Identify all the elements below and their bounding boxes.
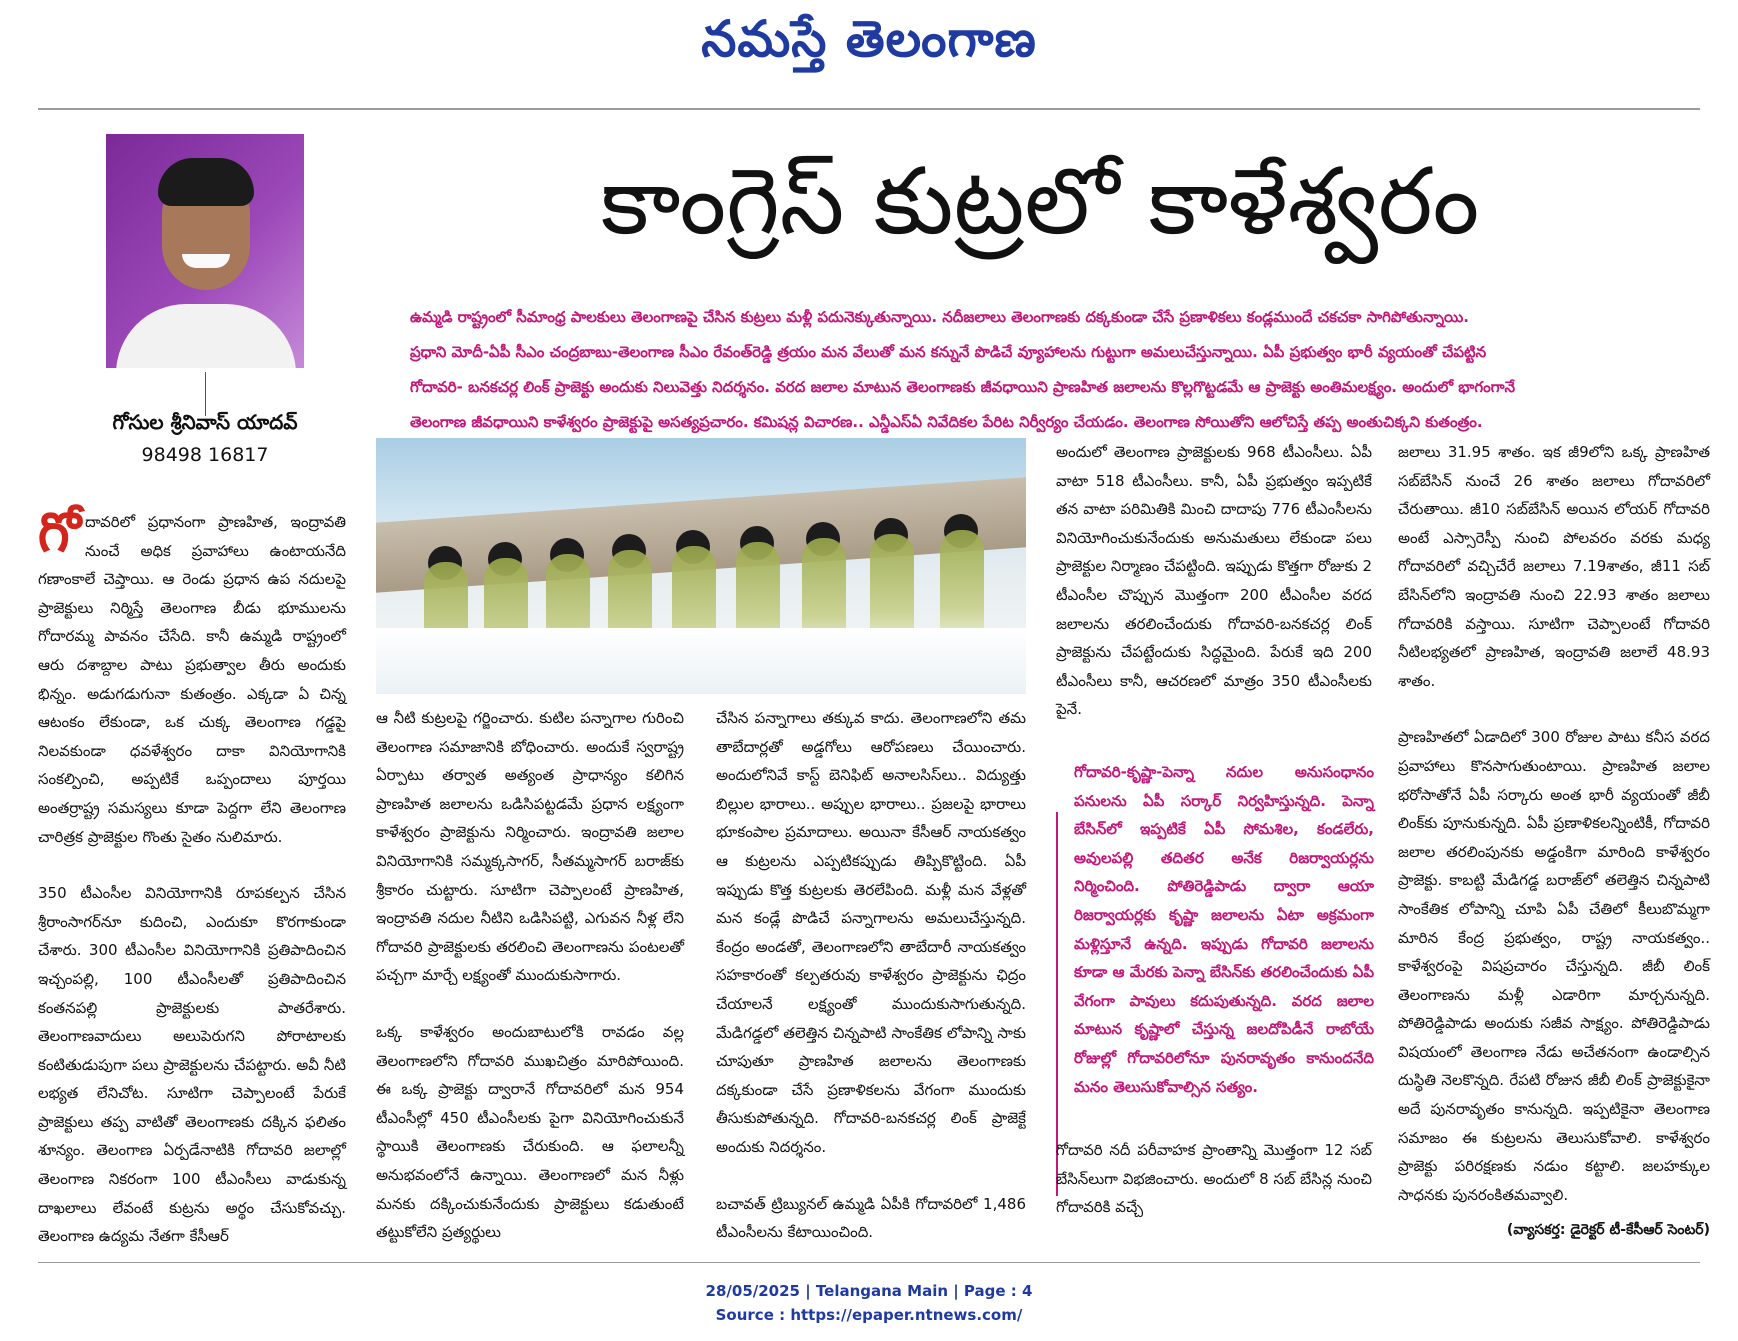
footer-source-link[interactable]: Source : https://epaper.ntnews.com/ — [715, 1306, 1023, 1324]
masthead-logo: నమస్తే తెలంగాణ — [701, 10, 1037, 68]
highlight-box: గోదావరి-కృష్ణా-పెన్నా నదుల అనుసంధానం పనులను ఏపీ సర్కార్ నిర్వహిస్తున్నది. పెన్నా బేసిన్‌లో ఇప్పటికే ఏపీ సోమశిల, కండలేరు, అవులపల్లి తదితర అనేక రిజర్వాయర్లను నిర్మించింది. పోతిరెడ్డిపాడు ద్వారా ఆయా రిజర్వాయర్లకు కృష్ణా జలాలను ఏటా అక్రమంగా మళ్లిస్తూనే ఉన్నది. ఇప్పుడు గోదావరి జలాలను కూడా ఆ మేరకు పెన్నా బేసిన్‌కు తరలించేందుకు ఏపీ వేగంగా పావులు కదుపుతున్నది. వరద జలాల మాటున కృష్ణాలో చేస్తున్న జలదోపిడీనే రాబోయే రోజుల్లో గోదావరిలోనూ పునరావృతం కానుందనేది మనం తెలుసుకోవాల్సిన సత్యం. — [1074, 763, 1374, 1096]
water-spray — [376, 628, 1026, 694]
column-4-paragraph-2: గోదావరి నదీ పరీవాహక ప్రాంతాన్ని మొత్తంగా 12 సబ్ బేసిన్‌లుగా విభజించారు. అందులో 8 సబ్ బేసిన్ల నుంచి గోదావరికి వచ్చే — [1056, 1141, 1372, 1217]
column-4-lower — [1056, 1136, 1372, 1222]
column-5-paragraph-1: జలాలు 31.95 శాతం. ఇక జీ9లోని ఒక్క ప్రాణహిత సబ్‌బేసిన్ నుంచే 26 శాతం జలాలు గోదావరిలో చేరుతాయి. జీ10 సబ్‌బేసిన్ అయిన లోయర్ గోదావరి అంటే ఎస్సారెస్పీ నుంచి పోలవరం వరకు మధ్య గోదావరిలో వచ్చిచేరే జలాలు 7.19శాతం, జీ11 సబ్ బేసిన్‌లోని ఇంద్రావతి నుంచి 22.93 శాతం జలాలు గోదావరికి వస్తాయి. సూటిగా చెప్పాలంటే గోదావరి నీటిలభ్యతలో ప్రాణహిత, ఇంద్రావతి జలాలే 48.93 శాతం. — [1398, 443, 1710, 690]
column-4 — [1056, 438, 1372, 724]
masthead-divider — [38, 108, 1700, 110]
column-4-paragraph-1: అందులో తెలంగాణ ప్రాజెక్టులకు 968 టీఎంసీలు. ఏపీ వాటా 518 టీఎంసీలు. కానీ, ఏపీ ప్రభుత్వం ఇప్పటికే తన వాటా పరిమితికి మించి దాదాపు 776 టీఎంసీలను వినియోగించుకునేందుకు అనుమతులు లేకుండా పలు ప్రాజెక్టుల నిర్మాణం చేపట్టింది. ఇప్పుడు కొత్తగా రోజుకు 2 టీఎంసీల చొప్పున మొత్తంగా 200 టీఎంసీల వరద జలాలను తరలించేందుకు గోదావరి-బనకచర్ల లింక్ ప్రాజెక్టును చేపట్టేందుకు సిద్ధమైంది. పేరుకే ఇది 200 టీఎంసీలు కానీ, ఆచరణలో మాత్రం 350 టీఎంసీలకు పైనే. — [1056, 443, 1373, 719]
column-3 — [716, 704, 1026, 1247]
column-1-paragraph-2: 350 టీఎంసీల వినియోగానికి రూపకల్పన చేసిన శ్రీరాంసాగర్‌నూ కుదించి, ఎందుకూ కొరగాకుండా చేశారు. 300 టీఎంసీల వినియోగానికి ప్రతిపాదించిన ఇచ్చంపల్లి, 100 టీఎంసీలతో ప్రతిపాదించిన కంతనపల్లి ప్రాజెక్టులకు పాతరేశారు. తెలంగాణవాదులు అలుపెరుగని పోరాటాలకు కంటితుడుపుగా పలు ప్రాజెక్టులను చేపట్టారు. అవీ నీటి లభ్యత లేనిచోట. సూటిగా చెప్పాలంటే పేరుకే ప్రాజెక్టులు తప్ప వాటితో తెలంగాణకు దక్కిన ఫలితం శూన్యం. తెలంగాణ ఏర్పడేనాటికి గోదావరి జలాల్లో తెలంగాణ నికరంగా 100 టీఎంసీలు వాడుకున్న దాఖలాలు లేవంటే కుట్రను అర్థం చేసుకోవచ్చు. తెలంగాణ ఉద్యమ నేతగా కేసీఆర్ — [38, 884, 346, 1246]
author-credit: (వ్యాసకర్త: డైరెక్టర్ టీ-కేసీఆర్ సెంటర్) — [1506, 1222, 1710, 1238]
column-1-paragraph-1 — [38, 501, 346, 851]
author-name: గోసుల శ్రీనివాస్ యాదవ్ — [112, 410, 298, 434]
photo-smile — [182, 254, 230, 268]
footer-edition-info: 28/05/2025 | Telangana Main | Page : 4 — [705, 1282, 1033, 1300]
column-3-paragraph-2: బచావత్ ట్రిబ్యునల్ ఉమ్మడి ఏపీకి గోదావరిలో 1,486 టీఎంసీలను కేటాయించింది. — [716, 1194, 1026, 1242]
photo-hair — [158, 158, 254, 206]
author-photo — [106, 134, 304, 368]
column-1 — [38, 501, 346, 1251]
dropcap: గో — [38, 501, 81, 564]
deck-line: ఉమ్మడి రాష్ట్రంలో సీమాంధ్ర పాలకులు తెలంగాణపై చేసిన కుట్రలు మళ్లీ పదునెక్కుతున్నాయి. నదీజలాలు తెలంగాణకు దక్కకుండా చేసే ప్రణాళికలు కండ్లముందే చకచకా సాగిపోతున్నాయి. — [410, 308, 1470, 326]
deck-line: గోదావరి- బనకచర్ల లింక్ ప్రాజెక్టు అందుకు నిలువెత్తు నిదర్శనం. వరద జలాల మాటున తెలంగాణకు జీవధాయిని ప్రాణహిత జలాలను కొల్లగొట్టడమే ఆ ప్రాజెక్టు అంతిమలక్ష్యం. అందులో భాగంగానే — [410, 378, 1516, 396]
deck-line: తెలంగాణ జీవధాయిని కాళేశ్వరం ప్రాజెక్టుపై అసత్యప్రచారం. కమిషన్ల విచారణ.. ఎన్డీఎస్‌ఏ నివేదికల పేరిట నిర్వీర్యం చేయడం. తెలంగాణ సోయితోని ఆలోచిస్తే తప్ప అంతుచిక్కని కుతంత్రం. — [410, 413, 1483, 431]
footer-divider — [38, 1262, 1700, 1263]
column-3-paragraph-1: చేసిన పన్నాగాలు తక్కువ కాదు. తెలంగాణలోని తమ తాబేదార్లతో అడ్డగోలు ఆరోపణలు చేయించారు. అందులోనివే కాస్ట్ బెనిఫిట్ అనాలసిస్‌లు.. విద్యుత్తు బిల్లుల భారాలు.. అప్పుల భారాలు.. ప్రజలపై భారాలు భూకంపాల ప్రమాదాలు. అయినా కేసీఆర్ నాయకత్వం ఆ కుట్రలను ఎప్పటికప్పుడు తిప్పికొట్టింది. ఏపీ ఇప్పుడు కొత్త కుట్రలకు తెరలేపింది. మళ్లీ మన వేళ్లతో మన కండ్లే పొడిచే పన్నాగాలను అమలుచేస్తున్నది. కేంద్రం అండతో, తెలంగాణలోని తాబేదారీ నాయకత్వం సహకారంతో కల్పతరువు కాళేశ్వరం ప్రాజెక్టును ఛిద్రం చేయాలనే లక్ష్యంతో ముందుకుసాగుతున్నది. మేడిగడ్డలో తలెత్తిన చిన్నపాటి సాంకేతిక లోపాన్ని సాకు చూపుతూ ప్రాణహిత జలాలను తెలంగాణకు దక్కకుండా చేసే ప్రణాళికలను వేగంగా ముందుకు తీసుకుపోతున్నది. గోదావరి-బనకచర్ల లింక్ ప్రాజెక్టే అందుకు నిదర్శనం. — [716, 709, 1026, 1156]
dam-photo — [376, 438, 1026, 694]
deck-line: ప్రధాని మోదీ-ఏపీ సీఎం చంద్రబాబు-తెలంగాణ సీఎం రేవంత్‌రెడ్డి త్రయం మన వేలుతో మన కన్నునే పొడిచే వ్యూహాలను గుట్టుగా అమలుచేస్తున్నాయి. ఏపీ ప్రభుత్వం భారీ వ్యయంతో చేపట్టిన — [410, 343, 1487, 361]
photo-shirt — [116, 304, 296, 368]
column-5 — [1398, 438, 1710, 1209]
column-5-paragraph-2: ప్రాణహితలో ఏడాదిలో 300 రోజుల పాటు కనీస వరద ప్రవాహాలు కొనసాగుతుంటాయి. ప్రాణహిత జలాల భరోసాతోనే ఏపీ సర్కారు అంత భారీ వ్యయంతో జీబీ లింక్‌కు పూనుకున్నది. ఏపీ ప్రణాళికలన్నింటికీ, గోదావరి జలాల తరలింపునకు అడ్డంకిగా మారింది కాళేశ్వరం ప్రాజెక్టు. కాబట్టి మేడిగడ్డ బరాజ్‌లో తలెత్తిన చిన్నపాటి సాంకేతిక లోపాన్ని చూపి ఏపీ చేతిలో కీలుబొమ్మగా మారిన కేంద్ర ప్రభుత్వం, రాష్ట్ర నాయకత్వం.. కాళేశ్వరంపై విషప్రచారం చేస్తున్నది. జీబీ లింక్ తెలంగాణను మళ్లీ ఎడారిగా మార్చనున్నది. పోతిరెడ్డిపాడు అందుకు సజీవ సాక్ష్యం. పోతిరెడ్డిపాడు విషయంలో తెలంగాణ నేడు అచేతనంగా ఉండాల్సిన దుస్థితి నెలకొన్నది. రేపటి రోజున జీబీ లింక్ ప్రాజెక్టుకైనా అదే పునరావృతం కానున్నది. ఇప్పటికైనా తెలంగాణ సమాజం ఈ కుట్రలను తెలుసుకోవాలి. కాళేశ్వరం ప్రాజెక్టు పరిరక్షణకు నడుం కట్టాలి. జలహక్కుల సాధనకు పునరంకితమవ్వాలి. — [1398, 728, 1710, 1204]
column-2-paragraph-2: ఒక్క కాళేశ్వరం అందుబాటులోకి రావడం వల్ల తెలంగాణలోని గోదావరి ముఖచిత్రం మారిపోయింది. ఈ ఒక్క ప్రాజెక్టు ద్వారానే గోదావరిలో మన 954 టీఎంసీల్లో 450 టీఎంసీలకు పైగా వినియోగించుకునే స్థాయికి తెలంగాణకు చేరుకుంది. ఆ ఫలాలన్నీ అనుభవంలోనే ఉన్నాయి. తెలంగాణలో మన నీళ్లు మనకు దక్కించుకునేందుకు ప్రాజెక్టులు కడుతుంటే తట్టుకోలేని ప్రత్యర్థులు — [376, 1022, 684, 1242]
column-1-paragraph-1-text: దావరిలో ప్రధానంగా ప్రాణహిత, ఇంద్రావతి నుంచే అధిక ప్రవాహాలు ఉంటాయనేది గణాంకాలే చెప్తాయి. ఆ రెండు ప్రధాన ఉప నదులపై ప్రాజెక్టులు నిర్మిస్తే తెలంగాణ బీడు భూములను గోదారమ్మ పావనం చేసేది. కానీ ఉమ్మడి రాష్ట్రంలో ఆరు దశాబ్దాల పాటు ప్రభుత్వాల తీరు అందుకు భిన్నం. అడుగడుగునా కుతంత్రం. ఎక్కడా ఏ చిన్న ఆటంకం లేకుండా, ఒక చుక్క తెలంగాణ గడ్డపై నిలవకుండా ధవళేశ్వరం దాకా వినియోగానికి సంకల్పించి, అప్పటికే ఒప్పందాలు పూర్తయి అంతర్రాష్ట్ర సమస్యలు కూడా పెద్దగా లేని తెలంగాణ చారిత్రక ప్రాజెక్టుల గొంతు సైతం నులిమారు. — [38, 513, 346, 846]
deck — [410, 300, 1710, 440]
author-phone: 98498 16817 — [141, 444, 269, 466]
headline: కాంగ్రెస్ కుట్రలో కాళేశ్వరం — [600, 148, 1480, 255]
column-2 — [376, 704, 684, 1247]
column-2-paragraph-1: ఆ నీటి కుట్రలపై గర్జించారు. కుటిల పన్నాగాల గురించి తెలంగాణ సమాజానికి బోధించారు. అందుకే స్వరాష్ట్ర ఏర్పాటు తర్వాత అత్యంత ప్రాధాన్యం కలిగిన ప్రాణహిత జలాలను ఒడిసిపట్టడమే ప్రధాన లక్ష్యంగా కాళేశ్వరం ప్రాజెక్టును నిర్మించారు. ఇంద్రావతి జలాల వినియోగానికి సమ్మక్కసాగర్, సీతమ్మసాగర్ బరాజ్‌కు శ్రీకారం చుట్టారు. సూటిగా చెప్పాలంటే ప్రాణహిత, ఇంద్రావతి నదుల నీటిని ఒడిసిపట్టి, ఎగువన నీళ్ల లేని గోదావరి ప్రాజెక్టులకు తరలించి తెలంగాణను పంటలతో పచ్చగా మార్చే లక్ష్యంతో ముందుకుసాగారు. — [376, 709, 684, 985]
